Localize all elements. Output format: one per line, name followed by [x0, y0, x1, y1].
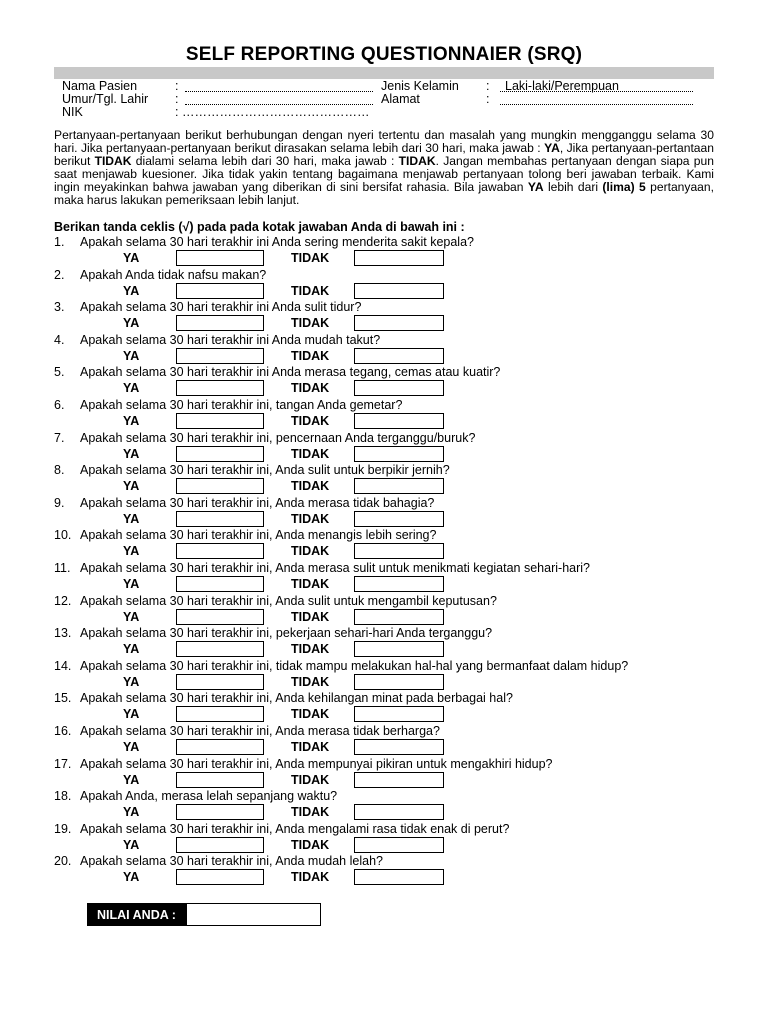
answer-tidak-label: TIDAK [291, 511, 330, 526]
answer-tidak-label: TIDAK [291, 283, 330, 298]
question-number: 12. [54, 593, 72, 608]
question-item [0, 724, 768, 757]
question-text: Apakah selama 30 hari terakhir ini, Anda mudah lelah? [80, 854, 383, 869]
question-number: 19. [54, 821, 72, 836]
answer-tidak-checkbox[interactable] [354, 446, 444, 462]
question-text: Apakah selama 30 hari terakhir ini Anda sering menderita sakit kepala? [80, 235, 474, 249]
question-item [0, 300, 768, 333]
answer-tidak-label: TIDAK [291, 544, 330, 559]
answer-tidak-checkbox[interactable] [354, 380, 444, 396]
answer-tidak-checkbox[interactable] [354, 478, 444, 494]
answer-tidak-label: TIDAK [291, 870, 330, 885]
question-text: Apakah selama 30 hari terakhir ini, tangan Anda gemetar? [80, 398, 403, 412]
question-number: 2. [54, 267, 65, 282]
answer-ya-checkbox[interactable] [176, 706, 264, 722]
question-number: 15. [54, 691, 72, 706]
answer-ya-label: YA [123, 316, 140, 331]
answer-tidak-label: TIDAK [291, 348, 330, 363]
answer-tidak-label: TIDAK [291, 740, 330, 754]
answer-tidak-checkbox[interactable] [354, 641, 444, 657]
answer-ya-label: YA [123, 414, 140, 428]
question-item [0, 822, 768, 855]
question-number: 4. [54, 332, 65, 347]
question-item [0, 268, 768, 301]
umur-label: Umur/Tgl. Lahir [62, 92, 149, 106]
answer-ya-label: YA [123, 283, 140, 298]
answer-ya-label: YA [123, 577, 140, 591]
question-number: 7. [54, 430, 65, 445]
intro-paragraph: Pertanyaan-pertanyaan berikut berhubungan dengan nyeri tertentu dan masalah yang mungkin mengganggu selama 30 hari. Jika pertanyaan-pertanyaan berikut dirasakan selama lebih dari 30 hari, maka jawab : YA, Jika pertanyaan-pertantaan berikut TIDAK dialami selama lebih dari 30 hari, maka jawab : TIDAK. Jangan membahas pertanyaan dengan siapa pun saat menjawab kuesioner. Jika tidak yakin tentang bagaimana menjawab pertanyaan tolong beri jawaban terbaik. Kami ingin meyakinkan bahwa jawaban yang diberikan di sini bersifat rahasia. Bila jawaban YA lebih dari (lima) 5 pertanyaan, maka harus lakukan pemeriksaan lebih lanjut. [54, 128, 714, 208]
header-divider-bar [54, 67, 714, 79]
nama-pasien-label: Nama Pasien [62, 79, 138, 93]
page-title: SELF REPORTING QUESTIONNAIER (SRQ) [185, 44, 583, 65]
question-number: 10. [54, 528, 72, 543]
instruction-text: Berikan tanda ceklis (√) pada pada kotak jawaban Anda di bawah ini : [54, 220, 465, 234]
answer-ya-checkbox[interactable] [176, 250, 264, 266]
score-box [87, 903, 321, 926]
question-text: Apakah selama 30 hari terakhir ini Anda merasa tegang, cemas atau kuatir? [80, 365, 501, 380]
answer-ya-checkbox[interactable] [176, 478, 264, 494]
score-input[interactable] [187, 904, 320, 925]
question-text: Apakah selama 30 hari terakhir ini, Anda menangis lebih sering? [80, 528, 437, 543]
question-number: 16. [54, 724, 72, 738]
question-number: 17. [54, 756, 72, 771]
answer-tidak-label: TIDAK [291, 707, 330, 722]
answer-tidak-checkbox[interactable] [354, 804, 444, 820]
question-text: Apakah selama 30 hari terakhir ini, Anda merasa sulit untuk menikmati kegiatan sehari-hari? [80, 561, 590, 575]
question-number: 13. [54, 626, 72, 641]
answer-ya-checkbox[interactable] [176, 446, 264, 462]
question-text: Apakah selama 30 hari terakhir ini, Anda kehilangan minat pada berbagai hal? [80, 691, 513, 706]
answer-ya-label: YA [123, 381, 140, 396]
answer-tidak-checkbox[interactable] [354, 250, 444, 266]
answer-tidak-checkbox[interactable] [354, 543, 444, 559]
question-number: 8. [54, 463, 65, 478]
answer-ya-label: YA [123, 870, 140, 885]
question-text: Apakah Anda tidak nafsu makan? [80, 267, 267, 282]
answer-ya-label: YA [123, 446, 140, 461]
question-number: 11. [54, 561, 71, 575]
question-text: Apakah selama 30 hari terakhir ini, Anda sulit untuk berpikir jernih? [80, 463, 450, 478]
answer-ya-checkbox[interactable] [176, 511, 264, 527]
question-item [0, 333, 768, 366]
answer-tidak-label: TIDAK [291, 479, 330, 494]
answer-tidak-label: TIDAK [291, 446, 330, 461]
nama-pasien-colon: : [175, 79, 179, 93]
answer-tidak-label: TIDAK [291, 381, 330, 396]
question-item [0, 626, 768, 659]
question-item [0, 365, 768, 398]
question-item [0, 561, 768, 594]
question-item [0, 691, 768, 724]
question-number: 3. [54, 300, 65, 315]
jenis-kelamin-label: Jenis Kelamin [381, 79, 459, 93]
answer-tidak-label: TIDAK [291, 251, 330, 265]
answer-tidak-label: TIDAK [291, 577, 330, 591]
answer-ya-label: YA [123, 674, 140, 689]
answer-tidak-checkbox[interactable] [354, 869, 444, 885]
question-text: Apakah selama 30 hari terakhir ini Anda mudah takut? [80, 332, 381, 347]
answer-ya-label: YA [123, 609, 140, 624]
answer-ya-label: YA [123, 740, 140, 754]
question-text: Apakah Anda, merasa lelah sepanjang waktu? [80, 789, 338, 804]
jenis-kelamin-colon: : [486, 79, 490, 93]
question-item [0, 398, 768, 431]
answer-ya-checkbox[interactable] [176, 380, 264, 396]
question-number: 18. [54, 789, 72, 804]
answer-tidak-label: TIDAK [291, 837, 330, 852]
score-label: NILAI ANDA : [97, 908, 176, 922]
answer-ya-label: YA [123, 511, 140, 526]
answer-ya-checkbox[interactable] [176, 315, 264, 331]
question-text: Apakah selama 30 hari terakhir ini, pekerjaan sehari-hari Anda terganggu? [80, 626, 493, 641]
answer-ya-label: YA [123, 348, 140, 363]
question-item [0, 659, 768, 692]
question-item [0, 431, 768, 464]
question-number: 5. [54, 365, 65, 380]
nama-pasien-field[interactable] [185, 91, 373, 92]
question-item [0, 528, 768, 561]
nik-field[interactable]: : ……………………………………… [175, 105, 370, 119]
answer-ya-label: YA [123, 837, 140, 852]
answer-tidak-checkbox[interactable] [354, 772, 444, 788]
answer-tidak-label: TIDAK [291, 609, 330, 624]
question-text: Apakah selama 30 hari terakhir ini, Anda merasa tidak berharga? [80, 724, 440, 738]
answer-ya-label: YA [123, 772, 140, 787]
answer-tidak-checkbox[interactable] [354, 413, 444, 429]
answer-ya-label: YA [123, 642, 140, 657]
question-item [0, 594, 768, 627]
answer-ya-label: YA [123, 251, 140, 265]
answer-tidak-checkbox[interactable] [354, 739, 444, 755]
answer-ya-checkbox[interactable] [176, 772, 264, 788]
answer-tidak-label: TIDAK [291, 805, 330, 820]
question-text: Apakah selama 30 hari terakhir ini Anda sulit tidur? [80, 300, 362, 315]
answer-tidak-label: TIDAK [291, 316, 330, 331]
alamat-colon: : [486, 92, 490, 106]
question-number: 6. [54, 398, 65, 412]
question-item [0, 463, 768, 496]
answer-tidak-checkbox[interactable] [354, 837, 444, 853]
question-text: Apakah selama 30 hari terakhir ini, pencernaan Anda terganggu/buruk? [80, 430, 476, 445]
answer-tidak-label: TIDAK [291, 642, 330, 657]
answer-tidak-checkbox[interactable] [354, 609, 444, 625]
answer-tidak-checkbox[interactable] [354, 576, 444, 592]
answer-ya-label: YA [123, 544, 140, 559]
answer-tidak-checkbox[interactable] [354, 315, 444, 331]
answer-ya-checkbox[interactable] [176, 641, 264, 657]
question-item [0, 235, 768, 268]
answer-tidak-checkbox[interactable] [354, 283, 444, 299]
answer-ya-checkbox[interactable] [176, 837, 264, 853]
question-number: 1. [54, 235, 65, 249]
question-number: 14. [54, 658, 72, 673]
answer-ya-checkbox[interactable] [176, 576, 264, 592]
answer-tidak-checkbox[interactable] [354, 348, 444, 364]
answer-tidak-label: TIDAK [291, 674, 330, 689]
umur-colon: : [175, 92, 179, 106]
answer-ya-checkbox[interactable] [176, 804, 264, 820]
answer-ya-checkbox[interactable] [176, 609, 264, 625]
question-text: Apakah selama 30 hari terakhir ini, Anda mempunyai pikiran untuk mengakhiri hidup? [80, 756, 553, 771]
answer-tidak-label: TIDAK [291, 772, 330, 787]
jenis-kelamin-field[interactable] [500, 91, 693, 92]
alamat-field[interactable] [500, 104, 693, 105]
question-item [0, 757, 768, 790]
answer-ya-label: YA [123, 479, 140, 494]
question-text: Apakah selama 30 hari terakhir ini, tidak mampu melakukan hal-hal yang bermanfaat dalam hidup? [80, 658, 629, 673]
answer-ya-checkbox[interactable] [176, 348, 264, 364]
question-text: Apakah selama 30 hari terakhir ini, Anda sulit untuk mengambil keputusan? [80, 593, 497, 608]
answer-ya-checkbox[interactable] [176, 674, 264, 690]
answer-ya-checkbox[interactable] [176, 739, 264, 755]
question-item [0, 854, 768, 887]
question-text: Apakah selama 30 hari terakhir ini, Anda mengalami rasa tidak enak di perut? [80, 821, 510, 836]
alamat-label: Alamat [381, 92, 420, 106]
answer-tidak-checkbox[interactable] [354, 674, 444, 690]
answer-ya-checkbox[interactable] [176, 543, 264, 559]
question-text: Apakah selama 30 hari terakhir ini, Anda merasa tidak bahagia? [80, 495, 435, 510]
answer-tidak-checkbox[interactable] [354, 706, 444, 722]
question-item [0, 789, 768, 822]
answer-tidak-checkbox[interactable] [354, 511, 444, 527]
jenis-kelamin-value: Laki-laki/Perempuan [505, 79, 619, 93]
question-number: 20. [54, 854, 72, 869]
answer-ya-checkbox[interactable] [176, 413, 264, 429]
answer-tidak-label: TIDAK [291, 414, 330, 428]
nik-label: NIK [62, 105, 83, 119]
answer-ya-checkbox[interactable] [176, 283, 264, 299]
answer-ya-checkbox[interactable] [176, 869, 264, 885]
answer-ya-label: YA [123, 707, 140, 722]
answer-ya-label: YA [123, 805, 140, 820]
question-item [0, 496, 768, 529]
question-number: 9. [54, 495, 65, 510]
